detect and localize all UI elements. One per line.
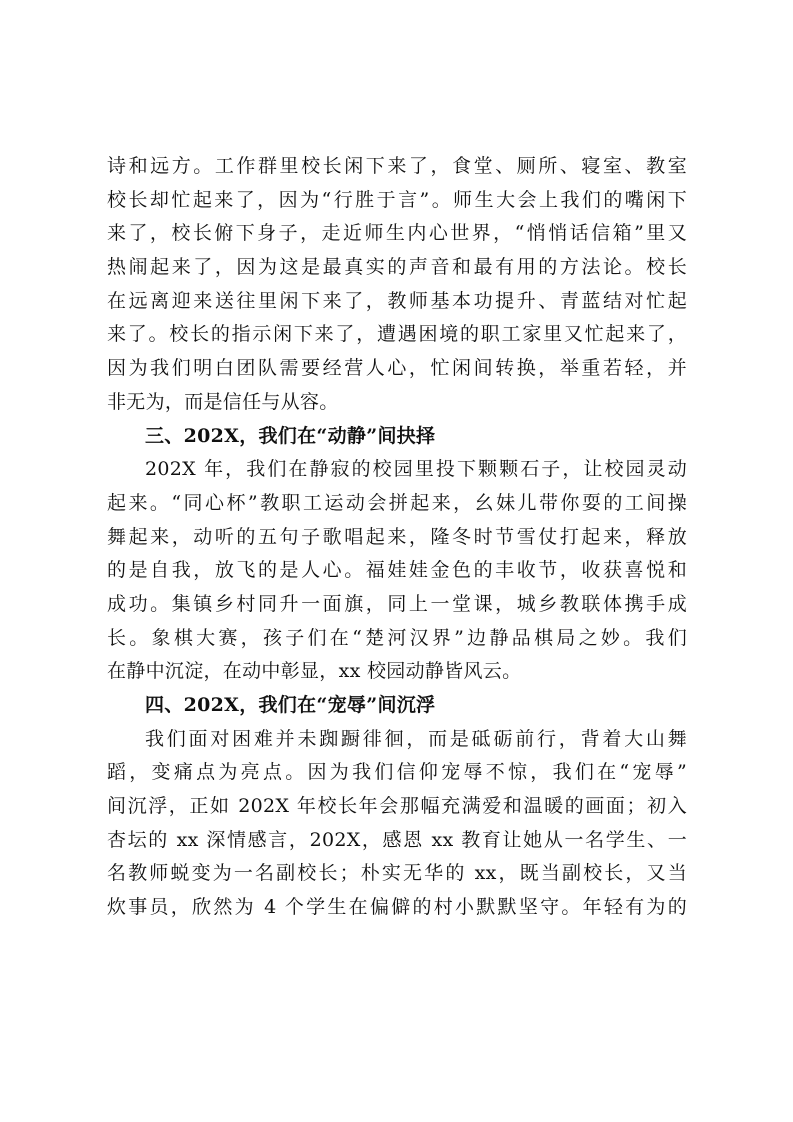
document-body	[107, 150, 687, 925]
paragraph-line: 我们面对困难并未踟蹰徘徊，而是砥砺前行，背着大山舞	[145, 727, 687, 750]
paragraph-line: 名教师蜕变为一名副校长；朴实无华的 xx，既当副校长，又当	[107, 862, 687, 885]
paragraph-line: 成功。集镇乡村同升一面旗，同上一堂课，城乡教联体携手成	[107, 592, 687, 615]
paragraph-line: 舞起来，动听的五句子歌唱起来，隆冬时节雪仗打起来，释放	[107, 525, 687, 548]
paragraph-line: 热闹起来了，因为这是最真实的声音和最有用的方法论。校长	[107, 256, 687, 279]
paragraph-line: 蹈，变痛点为亮点。因为我们信仰宠辱不惊，我们在“宠辱”	[107, 761, 687, 784]
paragraph-line: 起来。“同心杯”教职工运动会拼起来，幺妹儿带你耍的工间操	[107, 491, 687, 514]
paragraph-line: 来了，校长俯下身子，走近师生内心世界，“悄悄话信箱”里又	[107, 222, 687, 245]
paragraph-line: 202X 年，我们在静寂的校园里投下颗颗石子，让校园灵动	[145, 458, 687, 481]
section-heading-4: 四、202X，我们在“宠辱”间沉浮	[145, 694, 436, 716]
paragraph-line: 炊事员，欣然为 4 个学生在偏僻的村小默默坚守。年轻有为的	[107, 896, 687, 919]
section-heading-3: 三、202X，我们在“动静”间抉择	[145, 424, 436, 447]
paragraph-line: 来了。校长的指示闲下来了，遭遇困境的职工家里又忙起来了，	[107, 323, 687, 346]
paragraph-line: 长。象棋大赛，孩子们在“楚河汉界”边静品棋局之妙。我们	[107, 626, 687, 649]
paragraph-line: 非无为，而是信任与从容。	[107, 390, 339, 413]
paragraph-line: 因为我们明白团队需要经营人心，忙闲间转换，举重若轻，并	[107, 357, 687, 380]
paragraph-line: 的是自我，放飞的是人心。福娃娃金色的丰收节，收获喜悦和	[107, 559, 687, 582]
paragraph-line: 间沉浮，正如 202X 年校长年会那幅充满爱和温暖的画面；初入	[107, 795, 687, 818]
paragraph-line: 校长却忙起来了，因为“行胜于言”。师生大会上我们的嘴闲下	[107, 188, 687, 211]
paragraph-line: 杏坛的 xx 深情感言，202X，感恩 xx 教育让她从一名学生、一	[107, 828, 687, 851]
paragraph-line: 在静中沉淀，在动中彰显，xx 校园动静皆风云。	[107, 660, 522, 683]
paragraph-line: 诗和远方。工作群里校长闲下来了，食堂、厕所、寝室、教室	[107, 155, 687, 177]
paragraph-line: 在远离迎来送往里闲下来了，教师基本功提升、青蓝结对忙起	[107, 289, 687, 312]
